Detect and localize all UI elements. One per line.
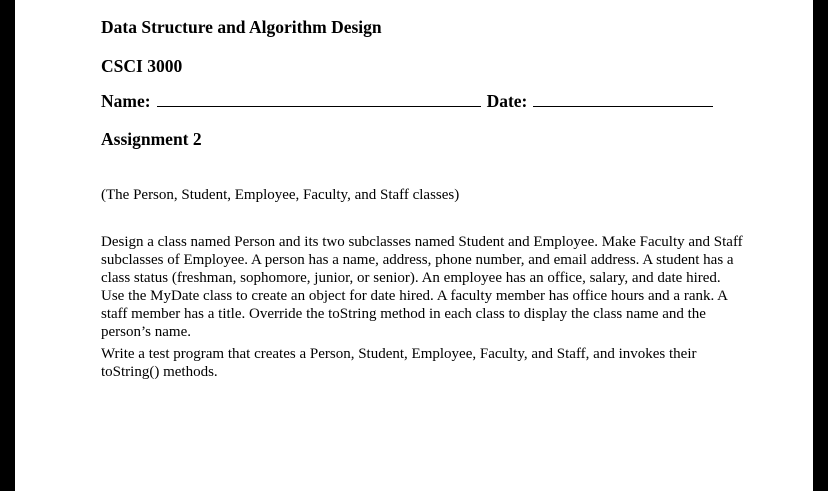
name-date-row	[101, 91, 713, 112]
document-page	[15, 0, 813, 491]
paragraph-2-line: Write a test program that creates a Person, Student, Employee, Faculty, and Staff, and invokes their	[101, 346, 697, 362]
assignment-title: Assignment 2	[101, 129, 202, 149]
paragraph-1-line: person’s name.	[101, 324, 191, 340]
document-title: Data Structure and Algorithm Design	[101, 17, 382, 37]
date-blank-line	[533, 92, 713, 107]
name-label: Name:	[101, 91, 151, 111]
paragraph-1-line: class status (freshman, sophomore, junior, or senior). An employee has an office, salary, and date hired.	[101, 270, 721, 286]
paragraph-1-line: staff member has a title. Override the toString method in each class to display the class name and the	[101, 306, 706, 322]
paragraph-1-line: Design a class named Person and its two subclasses named Student and Employee. Make Faculty and Staff	[101, 234, 743, 250]
paragraph-2-line: toString() methods.	[101, 364, 218, 380]
paragraph-1-line: Use the MyDate class to create an object for date hired. A faculty member has office hours and a rank. A	[101, 288, 728, 304]
name-blank-line	[157, 92, 481, 107]
assignment-description	[101, 233, 791, 381]
course-code: CSCI 3000	[101, 56, 183, 76]
paragraph-1-line: subclasses of Employee. A person has a name, address, phone number, and email address. A student has a	[101, 252, 734, 268]
assignment-subtitle: (The Person, Student, Employee, Faculty, and Staff classes)	[101, 187, 460, 203]
date-label: Date:	[486, 91, 528, 111]
